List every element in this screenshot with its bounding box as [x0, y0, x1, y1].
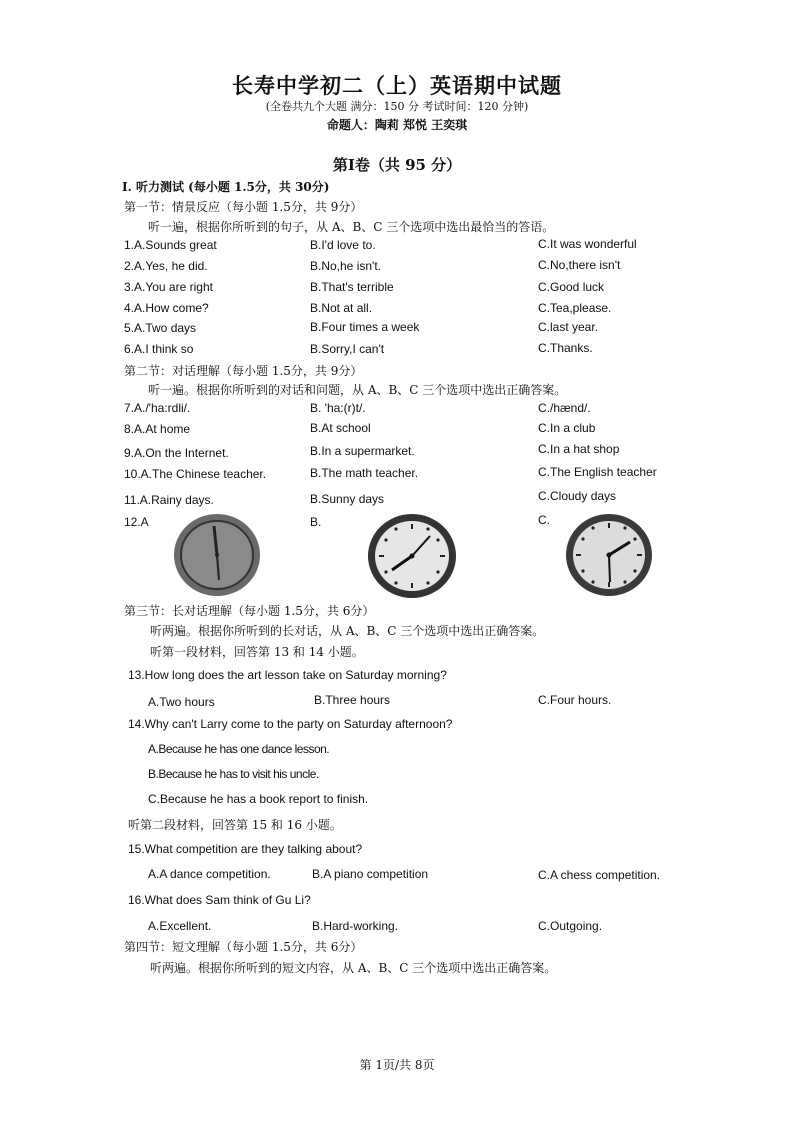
- q10-option-b: B.The math teacher.: [310, 466, 419, 480]
- q3-option-b: B.That's terrible: [310, 280, 394, 294]
- q7-option-c: C./hænd/.: [538, 401, 591, 415]
- part1-title: I. 听力测试 (每小题 1.5分，共 30分): [122, 180, 330, 194]
- q11-option-a: 11.A.Rainy days.: [124, 493, 214, 507]
- q4-option-b: B.Not at all.: [310, 301, 373, 315]
- volume-title: 第Ⅰ卷（共 95 分）: [332, 156, 462, 174]
- q16-option-c: C.Outgoing.: [538, 919, 603, 933]
- q7-option-a: 7.A./'ha:rdli/.: [124, 401, 191, 415]
- sec3-instruction: 听两遍。根据你所听到的长对话，从 A、B、C 三个选项中选出正确答案。: [150, 624, 545, 638]
- q6-option-b: B.Sorry,I can't: [310, 342, 385, 356]
- q4-option-a: 4.A.How come?: [124, 301, 209, 315]
- q13-option-a: A.Two hours: [148, 695, 215, 709]
- q13-option-b: B.Three hours: [314, 693, 391, 707]
- sec3-material2: 听第二段材料，回答第 15 和 16 小题。: [128, 818, 342, 832]
- q15-stem: 15.What competition are they talking about?: [128, 842, 363, 856]
- page-footer: 第 1页/共 8页: [359, 1058, 435, 1072]
- sec4-title: 第四节：短文理解（每小题 1.5分，共 6分）: [124, 940, 363, 954]
- q15-option-a: A.A dance competition.: [148, 867, 271, 881]
- sec2-title: 第二节：对话理解（每小题 1.5分，共 9分）: [124, 364, 363, 378]
- q14-stem: 14.Why can't Larry come to the party on Saturday afternoon?: [128, 717, 453, 731]
- q3-option-c: C.Good luck: [538, 280, 605, 294]
- sec1-title: 第一节：情景反应（每小题 1.5分，共 9分）: [124, 200, 363, 214]
- q12-option-a: 12.A: [124, 515, 149, 529]
- q14-option-c: C.Because he has a book report to finish.: [148, 792, 369, 806]
- q5-option-c: C.last year.: [538, 320, 599, 334]
- sec3-material1: 听第一段材料，回答第 13 和 14 小题。: [150, 645, 364, 659]
- q10-option-a: 10.A.The Chinese teacher.: [124, 467, 267, 481]
- clock-c-image: [564, 512, 654, 598]
- q11-option-c: C.Cloudy days: [538, 489, 617, 503]
- q6-option-c: C.Thanks.: [538, 341, 593, 355]
- sec4-instruction: 听两遍。根据你所听到的短文内容，从 A、B、C 三个选项中选出正确答案。: [150, 961, 557, 975]
- q12-option-c: C.: [538, 513, 550, 527]
- q9-option-c: C.In a hat shop: [538, 442, 620, 456]
- q4-option-c: C.Tea,please.: [538, 301, 612, 315]
- q8-option-b: B.At school: [310, 421, 371, 435]
- exam-setters: 命题人：陶莉 郑悦 王奕琪: [326, 118, 468, 132]
- q12-option-b: B.: [310, 515, 322, 529]
- exam-title: 长寿中学初二（上）英语期中试题: [232, 73, 562, 98]
- q8-option-a: 8.A.At home: [124, 422, 191, 436]
- clock-b-image: [366, 512, 458, 600]
- q3-option-a: 3.A.You are right: [124, 280, 213, 294]
- q13-stem: 13.How long does the art lesson take on Saturday morning?: [128, 668, 447, 682]
- sec1-instruction: 听一遍，根据你所听到的句子，从 A、B、C 三个选项中选出最恰当的答语。: [148, 220, 555, 234]
- q2-option-b: B.No,he isn't.: [310, 259, 381, 273]
- q9-option-a: 9.A.On the Internet.: [124, 446, 229, 460]
- q6-option-a: 6.A.I think so: [124, 342, 194, 356]
- q7-option-b: B. 'ha:(r)t/.: [310, 401, 366, 415]
- sec3-title: 第三节：长对话理解（每小题 1.5分，共 6分）: [124, 604, 375, 618]
- sec2-instruction: 听一遍。根据你所听到的对话和问题，从 A、B、C 三个选项中选出正确答案。: [148, 383, 567, 397]
- q15-option-b: B.A piano competition: [312, 867, 429, 881]
- q5-option-a: 5.A.Two days: [124, 321, 197, 335]
- q8-option-c: C.In a club: [538, 421, 596, 435]
- q9-option-b: B.In a supermarket.: [310, 444, 415, 458]
- q15-option-c: C.A chess competition.: [538, 868, 661, 882]
- q13-option-c: C.Four hours.: [538, 693, 612, 707]
- q2-option-a: 2.A.Yes, he did.: [124, 259, 208, 273]
- q16-option-a: A.Excellent.: [148, 919, 212, 933]
- clock-a-image: [172, 512, 262, 598]
- q2-option-c: C.No,there isn't: [538, 258, 621, 272]
- q1-option-c: C.It was wonderful: [538, 237, 637, 251]
- q16-option-b: B.Hard-working.: [312, 919, 399, 933]
- q1-option-a: 1.A.Sounds great: [124, 238, 217, 252]
- q1-option-b: B.I'd love to.: [310, 238, 376, 252]
- exam-info: (全卷共九个大题 满分：150 分 考试时间：120 分钟): [265, 100, 529, 113]
- q16-stem: 16.What does Sam think of Gu Li?: [128, 893, 311, 907]
- q11-option-b: B.Sunny days: [310, 492, 385, 506]
- q10-option-c: C.The English teacher: [538, 465, 657, 479]
- q5-option-b: B.Four times a week: [310, 320, 420, 334]
- q14-option-b: B.Because he has to visit his uncle.: [148, 767, 319, 781]
- q14-option-a: A.Because he has one dance lesson.: [148, 742, 330, 756]
